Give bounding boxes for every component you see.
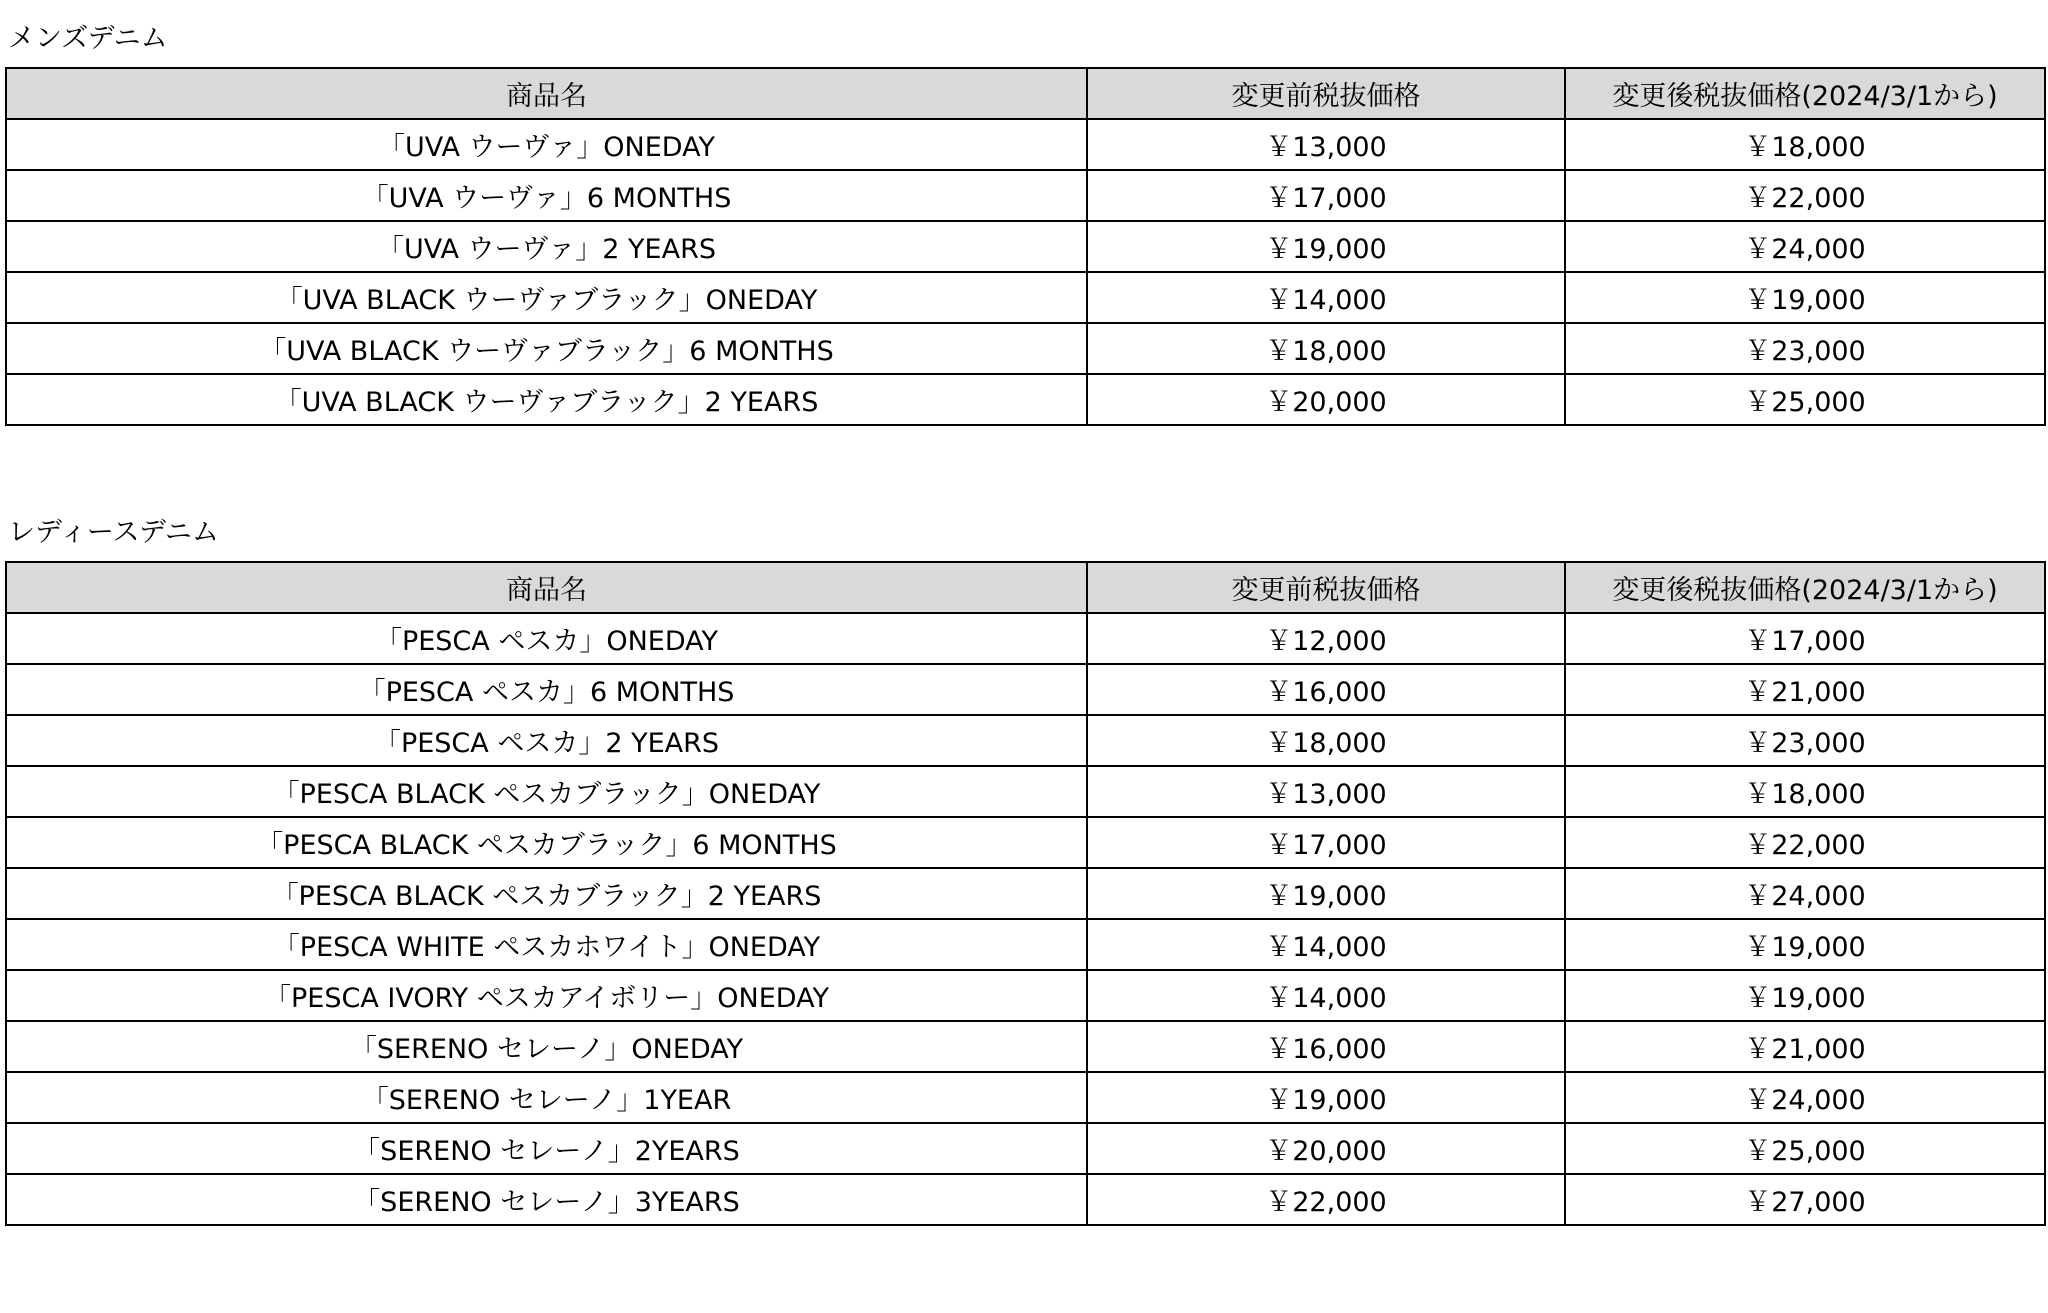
product-name-cell: 「SERENO セレーノ」ONEDAY xyxy=(6,1021,1087,1072)
product-name-cell: 「SERENO セレーノ」3YEARS xyxy=(6,1174,1087,1225)
price-before-cell: ￥18,000 xyxy=(1087,715,1565,766)
price-before-cell: ￥16,000 xyxy=(1087,1021,1565,1072)
header-price-before: 変更前税抜価格 xyxy=(1087,562,1565,613)
table-row xyxy=(6,817,2045,868)
table-row xyxy=(6,970,2045,1021)
price-after-cell: ￥24,000 xyxy=(1565,1072,2045,1123)
price-before-cell: ￥14,000 xyxy=(1087,919,1565,970)
header-price-before: 変更前税抜価格 xyxy=(1087,68,1565,119)
price-before-cell: ￥13,000 xyxy=(1087,766,1565,817)
table-row xyxy=(6,715,2045,766)
price-before-cell: ￥12,000 xyxy=(1087,613,1565,664)
product-name-cell: 「UVA ウーヴァ」ONEDAY xyxy=(6,119,1087,170)
price-after-cell: ￥19,000 xyxy=(1565,272,2045,323)
price-before-cell: ￥17,000 xyxy=(1087,817,1565,868)
price-after-cell: ￥22,000 xyxy=(1565,817,2045,868)
price-after-cell: ￥24,000 xyxy=(1565,221,2045,272)
price-before-cell: ￥19,000 xyxy=(1087,221,1565,272)
table-header-row xyxy=(6,68,2045,119)
price-after-cell: ￥25,000 xyxy=(1565,374,2045,425)
table-row xyxy=(6,919,2045,970)
price-before-cell: ￥19,000 xyxy=(1087,868,1565,919)
header-product-name: 商品名 xyxy=(6,562,1087,613)
table-row xyxy=(6,613,2045,664)
ladies-denim-title: レディースデニム xyxy=(8,517,219,548)
product-name-cell: 「SERENO セレーノ」1YEAR xyxy=(6,1072,1087,1123)
product-name-cell: 「UVA BLACK ウーヴァブラック」2 YEARS xyxy=(6,374,1087,425)
table-header-row xyxy=(6,562,2045,613)
product-name-cell: 「UVA ウーヴァ」6 MONTHS xyxy=(6,170,1087,221)
price-before-cell: ￥16,000 xyxy=(1087,664,1565,715)
table-row xyxy=(6,374,2045,425)
table-row xyxy=(6,119,2045,170)
price-after-cell: ￥17,000 xyxy=(1565,613,2045,664)
price-before-cell: ￥20,000 xyxy=(1087,374,1565,425)
price-after-cell: ￥23,000 xyxy=(1565,715,2045,766)
price-before-cell: ￥22,000 xyxy=(1087,1174,1565,1225)
header-price-after: 変更後税抜価格(2024/3/1から) xyxy=(1565,68,2045,119)
ladies-price-table xyxy=(5,561,2046,1226)
table-row xyxy=(6,1123,2045,1174)
price-after-cell: ￥25,000 xyxy=(1565,1123,2045,1174)
product-name-cell: 「UVA BLACK ウーヴァブラック」6 MONTHS xyxy=(6,323,1087,374)
product-name-cell: 「UVA ウーヴァ」2 YEARS xyxy=(6,221,1087,272)
table-row xyxy=(6,1072,2045,1123)
product-name-cell: 「PESCA IVORY ペスカアイボリー」ONEDAY xyxy=(6,970,1087,1021)
table-row xyxy=(6,1021,2045,1072)
mens-price-table xyxy=(5,67,2046,426)
price-before-cell: ￥17,000 xyxy=(1087,170,1565,221)
table-row xyxy=(6,868,2045,919)
mens-denim-title: メンズデニム xyxy=(8,23,168,54)
price-after-cell: ￥21,000 xyxy=(1565,1021,2045,1072)
table-row xyxy=(6,1174,2045,1225)
product-name-cell: 「UVA BLACK ウーヴァブラック」ONEDAY xyxy=(6,272,1087,323)
price-after-cell: ￥23,000 xyxy=(1565,323,2045,374)
price-after-cell: ￥22,000 xyxy=(1565,170,2045,221)
price-after-cell: ￥18,000 xyxy=(1565,119,2045,170)
price-after-cell: ￥24,000 xyxy=(1565,868,2045,919)
product-name-cell: 「PESCA BLACK ペスカブラック」2 YEARS xyxy=(6,868,1087,919)
table-row xyxy=(6,272,2045,323)
price-before-cell: ￥18,000 xyxy=(1087,323,1565,374)
table-row xyxy=(6,664,2045,715)
price-before-cell: ￥14,000 xyxy=(1087,272,1565,323)
price-before-cell: ￥14,000 xyxy=(1087,970,1565,1021)
product-name-cell: 「PESCA BLACK ペスカブラック」6 MONTHS xyxy=(6,817,1087,868)
product-name-cell: 「PESCA ペスカ」ONEDAY xyxy=(6,613,1087,664)
header-price-after: 変更後税抜価格(2024/3/1から) xyxy=(1565,562,2045,613)
product-name-cell: 「PESCA ペスカ」6 MONTHS xyxy=(6,664,1087,715)
price-before-cell: ￥19,000 xyxy=(1087,1072,1565,1123)
price-after-cell: ￥18,000 xyxy=(1565,766,2045,817)
price-before-cell: ￥13,000 xyxy=(1087,119,1565,170)
product-name-cell: 「SERENO セレーノ」2YEARS xyxy=(6,1123,1087,1174)
product-name-cell: 「PESCA BLACK ペスカブラック」ONEDAY xyxy=(6,766,1087,817)
table-row xyxy=(6,323,2045,374)
table-row xyxy=(6,766,2045,817)
price-after-cell: ￥27,000 xyxy=(1565,1174,2045,1225)
header-product-name: 商品名 xyxy=(6,68,1087,119)
price-after-cell: ￥21,000 xyxy=(1565,664,2045,715)
table-row xyxy=(6,221,2045,272)
product-name-cell: 「PESCA WHITE ペスカホワイト」ONEDAY xyxy=(6,919,1087,970)
price-after-cell: ￥19,000 xyxy=(1565,970,2045,1021)
price-after-cell: ￥19,000 xyxy=(1565,919,2045,970)
price-before-cell: ￥20,000 xyxy=(1087,1123,1565,1174)
table-row xyxy=(6,170,2045,221)
product-name-cell: 「PESCA ペスカ」2 YEARS xyxy=(6,715,1087,766)
